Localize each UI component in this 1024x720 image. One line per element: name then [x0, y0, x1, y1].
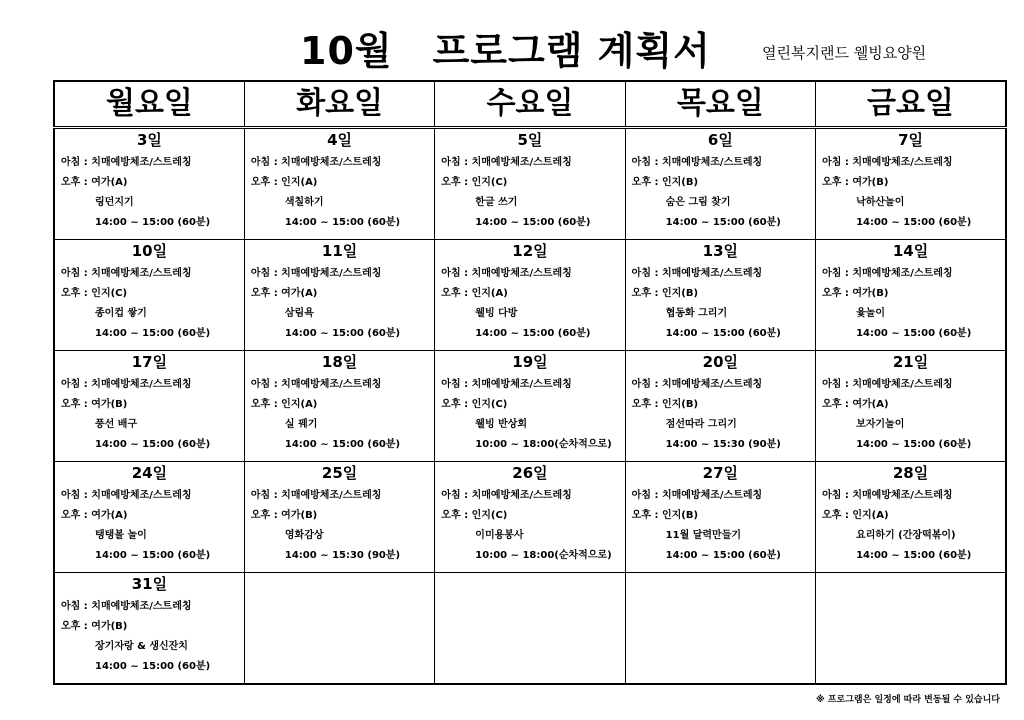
- morning-program: 아침 : 치매예방체조/스트레칭: [822, 268, 953, 279]
- afternoon-program: 오후 : 여가(B): [822, 288, 889, 299]
- day-cell: [625, 462, 815, 573]
- day-cell: [435, 240, 625, 351]
- morning-program: 아침 : 치매예방체조/스트레칭: [61, 268, 192, 279]
- morning-program: 아침 : 치매예방체조/스트레칭: [631, 268, 763, 279]
- afternoon-program: 오후 : 인지(A): [250, 177, 318, 188]
- activity-time: 14:00 ~ 15:30 (90분): [284, 550, 401, 561]
- day-number: 11일: [321, 242, 358, 260]
- activity-name: 점선따라 그리기: [665, 419, 737, 430]
- afternoon-program: 오후 : 여가(A): [822, 399, 889, 410]
- activity-name: 웰빙 다방: [475, 308, 518, 319]
- day-cell: [816, 573, 1006, 685]
- afternoon-program: 오후 : 여가(A): [61, 177, 128, 188]
- day-cell: [816, 240, 1006, 351]
- afternoon-program: 오후 : 인지(C): [441, 510, 508, 521]
- morning-program: 아침 : 치매예방체조/스트레칭: [822, 490, 953, 501]
- activity-time: 14:00 ~ 15:00 (60분): [95, 439, 211, 450]
- activity-name: 한글 쓰기: [475, 197, 518, 208]
- morning-program: 아침 : 치매예방체조/스트레칭: [631, 379, 763, 390]
- activity-time: 10:00 ~ 18:00(순차적으로): [475, 550, 612, 561]
- day-number: 6일: [707, 131, 733, 149]
- activity-time: 14:00 ~ 15:00 (60분): [95, 550, 211, 561]
- day-number: 13일: [702, 242, 739, 260]
- afternoon-program: 오후 : 인지(A): [441, 288, 508, 299]
- weekday-header: 목요일: [625, 81, 815, 128]
- day-cell: [625, 573, 815, 685]
- organization-name: 열린복지랜드 웰빙요양원: [762, 44, 927, 62]
- activity-time: 14:00 ~ 15:00 (60분): [665, 328, 781, 339]
- day-cell: [435, 128, 625, 240]
- activity-name: 낙하산놀이: [856, 197, 905, 208]
- activity-name: 탱탱볼 놀이: [95, 530, 147, 541]
- morning-program: 아침 : 치매예방체조/스트레칭: [822, 379, 953, 390]
- activity-name: 영화감상: [284, 530, 324, 541]
- morning-program: 아침 : 치매예방체조/스트레칭: [61, 379, 192, 390]
- afternoon-program: 오후 : 여가(B): [822, 177, 889, 188]
- day-cell: [625, 128, 815, 240]
- activity-name: 장기자랑 & 생신잔치: [95, 641, 188, 652]
- day-number: 3일: [136, 131, 162, 149]
- activity-name: 웰빙 반상회: [475, 419, 528, 430]
- morning-program: 아침 : 치매예방체조/스트레칭: [631, 157, 763, 168]
- activity-name: 색칠하기: [284, 197, 324, 208]
- activity-time: 14:00 ~ 15:00 (60분): [95, 217, 211, 228]
- day-cell: [435, 573, 625, 685]
- day-cell: [54, 351, 244, 462]
- title-month: 10월: [300, 29, 393, 73]
- day-cell: [54, 462, 244, 573]
- activity-time: 14:00 ~ 15:00 (60분): [95, 661, 211, 672]
- activity-name: 숨은 그림 찾기: [665, 197, 731, 208]
- morning-program: 아침 : 치매예방체조/스트레칭: [250, 157, 382, 168]
- weekday-header: 월요일: [54, 81, 244, 128]
- day-number: 5일: [517, 131, 543, 149]
- afternoon-program: 오후 : 인지(C): [441, 177, 508, 188]
- morning-program: 아침 : 치매예방체조/스트레칭: [61, 490, 192, 501]
- day-number: 21일: [892, 353, 929, 371]
- activity-name: 실 꿰기: [284, 419, 318, 430]
- morning-program: 아침 : 치매예방체조/스트레칭: [441, 157, 572, 168]
- day-number: 4일: [327, 131, 353, 149]
- day-number: 12일: [512, 242, 548, 260]
- activity-name: 11월 달력만들기: [665, 530, 742, 541]
- activity-time: 14:00 ~ 15:30 (90분): [665, 439, 781, 450]
- activity-name: 삼림욕: [284, 308, 314, 319]
- day-cell: [244, 240, 434, 351]
- activity-time: 10:00 ~ 18:00(순차적으로): [475, 439, 612, 450]
- day-cell: [54, 240, 244, 351]
- day-cell: [244, 573, 434, 685]
- day-cell: [625, 240, 815, 351]
- day-number: 10일: [131, 242, 168, 260]
- afternoon-program: 오후 : 인지(C): [441, 399, 508, 410]
- activity-time: 14:00 ~ 15:00 (60분): [475, 328, 591, 339]
- activity-time: 14:00 ~ 15:00 (60분): [284, 439, 401, 450]
- day-number: 28일: [892, 464, 929, 482]
- weekday-header-row: [54, 81, 1006, 128]
- week-row: [54, 462, 1006, 573]
- activity-time: 14:00 ~ 15:00 (60분): [856, 217, 972, 228]
- morning-program: 아침 : 치매예방체조/스트레칭: [631, 490, 763, 501]
- morning-program: 아침 : 치매예방체조/스트레칭: [61, 601, 192, 612]
- morning-program: 아침 : 치매예방체조/스트레칭: [250, 490, 382, 501]
- day-cell: [816, 351, 1006, 462]
- day-cell: [54, 573, 244, 685]
- footnote: ※ 프로그램은 일정에 따라 변동될 수 있습니다: [815, 695, 1000, 705]
- calendar-body: [54, 128, 1006, 685]
- afternoon-program: 오후 : 인지(B): [631, 177, 699, 188]
- afternoon-program: 오후 : 인지(C): [61, 288, 128, 299]
- day-number: 26일: [512, 464, 548, 482]
- morning-program: 아침 : 치매예방체조/스트레칭: [250, 268, 382, 279]
- day-cell: [244, 128, 434, 240]
- morning-program: 아침 : 치매예방체조/스트레칭: [441, 379, 572, 390]
- day-number: 20일: [702, 353, 739, 371]
- afternoon-program: 오후 : 여가(B): [61, 621, 128, 632]
- activity-time: 14:00 ~ 15:00 (60분): [284, 328, 401, 339]
- weekday-header: 화요일: [244, 81, 434, 128]
- program-calendar: [53, 80, 1007, 685]
- week-row: [54, 240, 1006, 351]
- day-cell: [435, 351, 625, 462]
- week-row: [54, 128, 1006, 240]
- morning-program: 아침 : 치매예방체조/스트레칭: [250, 379, 382, 390]
- day-cell: [625, 351, 815, 462]
- day-number: 14일: [892, 242, 929, 260]
- afternoon-program: 오후 : 인지(A): [250, 399, 318, 410]
- afternoon-program: 오후 : 여가(B): [250, 510, 318, 521]
- day-number: 27일: [702, 464, 739, 482]
- activity-time: 14:00 ~ 15:00 (60분): [665, 217, 781, 228]
- week-row: [54, 573, 1006, 685]
- day-cell: [816, 462, 1006, 573]
- activity-time: 14:00 ~ 15:00 (60분): [95, 328, 211, 339]
- activity-name: 풍선 배구: [95, 419, 138, 430]
- morning-program: 아침 : 치매예방체조/스트레칭: [441, 268, 572, 279]
- day-cell: [816, 128, 1006, 240]
- activity-name: 요리하기 (간장떡볶이): [856, 530, 956, 541]
- page-title: [300, 28, 711, 74]
- morning-program: 아침 : 치매예방체조/스트레칭: [441, 490, 572, 501]
- week-row: [54, 351, 1006, 462]
- day-cell: [244, 351, 434, 462]
- afternoon-program: 오후 : 인지(B): [631, 399, 699, 410]
- day-number: 19일: [512, 353, 548, 371]
- activity-time: 14:00 ~ 15:00 (60분): [856, 328, 972, 339]
- day-number: 7일: [898, 131, 923, 149]
- morning-program: 아침 : 치매예방체조/스트레칭: [61, 157, 192, 168]
- afternoon-program: 오후 : 인지(A): [822, 510, 889, 521]
- activity-name: 종이컵 쌓기: [95, 308, 147, 319]
- day-number: 18일: [321, 353, 358, 371]
- afternoon-program: 오후 : 인지(B): [631, 510, 699, 521]
- day-number: 17일: [131, 353, 168, 371]
- activity-time: 14:00 ~ 15:00 (60분): [856, 550, 972, 561]
- day-number: 24일: [131, 464, 168, 482]
- afternoon-program: 오후 : 여가(B): [61, 399, 128, 410]
- day-cell: [435, 462, 625, 573]
- weekday-header: 수요일: [435, 81, 625, 128]
- title-text: 프로그램 계획서: [432, 29, 711, 73]
- weekday-header: 금요일: [816, 81, 1006, 128]
- afternoon-program: 오후 : 여가(A): [250, 288, 318, 299]
- day-number: 25일: [321, 464, 358, 482]
- activity-name: 윷놀이: [856, 308, 886, 319]
- activity-time: 14:00 ~ 15:00 (60분): [475, 217, 591, 228]
- activity-name: 협동화 그리기: [665, 308, 728, 319]
- afternoon-program: 오후 : 여가(A): [61, 510, 128, 521]
- activity-name: 이미용봉사: [475, 530, 524, 541]
- day-cell: [244, 462, 434, 573]
- morning-program: 아침 : 치매예방체조/스트레칭: [822, 157, 953, 168]
- activity-time: 14:00 ~ 15:00 (60분): [665, 550, 781, 561]
- activity-name: 보자기놀이: [856, 419, 905, 430]
- activity-time: 14:00 ~ 15:00 (60분): [856, 439, 972, 450]
- afternoon-program: 오후 : 인지(B): [631, 288, 699, 299]
- activity-name: 링던지기: [95, 197, 134, 208]
- activity-time: 14:00 ~ 15:00 (60분): [284, 217, 401, 228]
- day-cell: [54, 128, 244, 240]
- day-number: 31일: [131, 575, 168, 593]
